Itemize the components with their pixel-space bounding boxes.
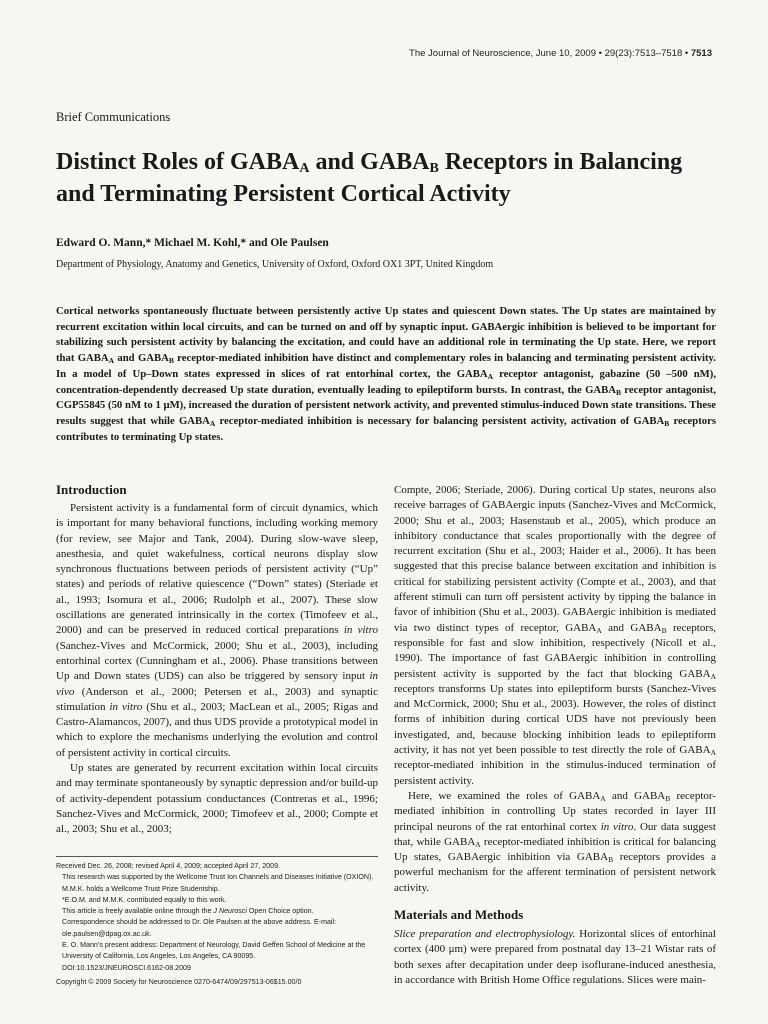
abstract-subscript: B — [168, 356, 174, 366]
footnote-support: This research was supported by the Wellcome Trust Ion Channels and Diseases Initiative (OXION). M.M.K. holds a Wellcome Trust Prize Studentship. — [62, 873, 374, 893]
abstract-text: receptor-mediated inhibition is necessary for balancing persistent activity, activation of GABA — [215, 414, 665, 427]
body-text: (Shu et al., 2003; MacLean et al., 2005; Rigas and Castro-Alamancos, 2007), and thus UDS provide a prototypical model in which to explore the mechanisms underlying the evolution and control of persistent activity in cortical circuits. — [56, 700, 378, 759]
abstract-text: receptor antagonist, gabazine (50 –500 nM), concentration-dependently decreased Up state duration, eventually leading to epileptiform bursts. In contrast, the GABA — [56, 367, 716, 396]
article-title — [56, 146, 716, 210]
body-text: and GABA — [601, 621, 662, 634]
introduction-heading: Introduction — [56, 482, 127, 497]
author-list: Edward O. Mann,* Michael M. Kohl,* and Ole Paulsen — [56, 237, 329, 249]
italic-text: in vitro — [343, 624, 378, 637]
title-text: Receptors in Balancing — [438, 149, 683, 175]
subscript: B — [661, 625, 667, 635]
title-subscript: B — [429, 161, 439, 176]
abstract-subscript: A — [108, 356, 115, 366]
methods-heading: Materials and Methods — [394, 907, 524, 923]
run-in-heading: Slice preparation and electrophysiology. — [394, 928, 576, 941]
italic-text: in vitro — [600, 820, 634, 833]
abstract-subscript: A — [487, 371, 494, 381]
body-text: Horizontal slices of entorhinal cortex (400 μm) were prepared from postnatal day 13–21 Wistar rats of both sexes after decapitation under deep isoflurane-induced anesthesia, in accordance with British Home Office regulations. Slices were main- — [394, 928, 716, 986]
section-label: Brief Communications — [56, 110, 171, 124]
footnote-equal-contribution: *E.O.M. and M.M.K. contributed equally to this work. — [62, 895, 227, 904]
title-subscript: A — [299, 161, 310, 176]
body-text: receptor-mediated inhibition is critical for balancing Up states, GABAergic inhibition via GABA — [394, 835, 716, 864]
methods-paragraph-1 — [394, 927, 716, 988]
left-column — [56, 482, 378, 838]
subscript: B — [665, 793, 671, 803]
footnote-italic: J Neurosci — [213, 907, 247, 916]
footnote-present-address: E. O. Mann’s present address: Department of Neurology, David Geffen School of Medicine at the University of California, Los Angeles, Los Angeles, CA 90095. — [62, 941, 366, 961]
intro-paragraph-1 — [56, 501, 378, 761]
body-text: receptors transforms Up states into epileptiform bursts (Sanchez-Vives and McCormick, 2000; Shu et al., 2003). However, the roles of distinct forms of inhibition during cortical UDS have not previously been investigated, and, because blocking inhibition leads to epileptiform activity, it has not yet been possible to test directly the role of GABA — [394, 682, 716, 757]
body-text: receptors, responsible for fast and slow inhibition, respectively (Nicoll et al., 1990). The importance of fast GABAergic inhibition in controlling persistent activity is supported by the fact that blocking GABA — [394, 621, 717, 680]
body-text: Here, we examined the roles of GABA — [408, 789, 601, 802]
subscript: A — [596, 625, 602, 635]
footnote-text: This article is freely available online through the — [62, 907, 214, 916]
body-text: (Anderson et al., 2000; Petersen et al., 2003) and synaptic stimulation — [56, 685, 378, 713]
italic-text: in vitro — [109, 700, 143, 713]
abstract-text: Cortical networks spontaneously fluctuate between persistently active Up states and quiescent Down states. The Up states are maintained by recurrent excitation within local circuits, and can be turned on and off by synaptic input. GABAergic inhibition is believed to be important for stabilizing such persistent activity by balancing the excitation, and could have an additional role in terminating the Up state. Here, we report that GABA — [56, 305, 716, 365]
subscript: B — [608, 855, 614, 865]
citation: 29(23):7513–7518 — [604, 48, 683, 59]
body-text: Compte, 2006; Steriade, 2006). During cortical Up states, neurons also receive barrages of GABAergic inputs (Sanchez-Vives and McCormick, 2000; Shu et al., 2003; Hasenstaub et al., 2005), which produce an inhibitory conductance that scales proportionally with the degree of recurrent excitation (Shu et al., 2003; Haider et al., 2006). It has been suggested that this precise balance between excitation and inhibition is critical for stabilizing persistent activity (Compte et al., 2003), and that afferent stimuli can turn off persistent activity by tipping the balance in favor of inhibition (Shu et al., 2003). GABAergic inhibition is mediated via two distinct types of receptor, GABA — [394, 484, 716, 634]
running-head — [409, 48, 712, 59]
footnote-copyright: Copyright © 2009 Society for Neuroscience 0270-6474/09/297513-06$15.00/0 — [56, 977, 302, 986]
abstract-subscript: B — [615, 387, 621, 397]
body-text: . Our data suggest that, while GABA — [394, 820, 716, 848]
intro-paragraph-4 — [394, 789, 716, 896]
title-text: and GABA — [309, 149, 430, 175]
abstract-subscript: B — [664, 418, 670, 428]
footnote-doi: DOI:10.1523/JNEUROSCI.6162-08.2009 — [62, 963, 191, 972]
abstract-text: and GABA — [114, 352, 169, 365]
footnote-text: Open Choice option. — [246, 907, 314, 916]
footnote-correspondence: Correspondence should be addressed to Dr. Ole Paulsen at the above address. E-mail: ole.paulsen@dpag.ox.ac.uk. — [62, 918, 337, 938]
body-text: receptor-mediated inhibition in the stimulus-induced termination of persistent activity. — [394, 759, 716, 787]
subscript: A — [710, 748, 716, 758]
abstract-text: receptors contributes to terminating Up states. — [56, 414, 716, 443]
abstract-text: receptor-mediated inhibition have distinct and complementary roles in balancing and terminating persistent activity. In a model of Up–Down states expressed in slices of rat entorhinal cortex, the GABA — [56, 352, 716, 380]
subscript: A — [710, 671, 716, 681]
body-text: Persistent activity is a fundamental form of circuit dynamics, which is important for many behavioral functions, including working memory (for review, see Major and Tank, 2004). During slow-wave sleep, anesthesia, and quiet wakefulness, cortical neurons display slow synchronous fluctuations between periods of persistent activity (“Up” states) and periods of relative quiescence (“Down” states) (Steriade et al., 1993; Isomura et al., 2006; Rudolph et al., 2007). These slow oscillations are generated intrinsically in the cortex (Timofeev et al., 2000) and can be preserved in reduced cortical preparations — [56, 502, 378, 637]
citation-sep: • — [684, 48, 691, 59]
italic-text: in vivo — [56, 670, 378, 698]
intro-paragraph-2: Up states are generated by recurrent excitation within local circuits and may terminate spontaneously by synaptic depression and/or build-up of activity-dependent potassium conductances (Contreras et al., 1996; Sanchez-Vives and McCormick, 2000; Timofeev et al., 2000; Compte et al., 2003; Shu et al., 2003; — [56, 762, 378, 836]
body-text: (Sanchez-Vives and McCormick, 2000; Shu et al., 2003), including entorhinal cortex (Cunningham et al., 2006). Phase transitions between Up and Down states (UDS) can also be triggered by sensory input — [56, 639, 378, 683]
page-number: 7513 — [690, 48, 712, 59]
intro-paragraph-3 — [394, 483, 716, 789]
body-text: receptors provides a powerful mechanism for the afferent termination of persistent network activity. — [394, 851, 716, 894]
footnote-received: Received Dec. 26, 2008; revised April 4, 2009; accepted April 27, 2009. — [56, 862, 280, 870]
right-column — [394, 483, 716, 988]
title-text: and Terminating Persistent Cortical Activity — [56, 181, 511, 207]
body-text: receptor-mediated inhibition in controlling Up states recorded in layer III principal neurons of the rat entorhinal cortex — [394, 789, 716, 833]
affiliation: Department of Physiology, Anatomy and Genetics, University of Oxford, Oxford OX1 3PT, United Kingdom — [56, 259, 494, 270]
footnotes — [56, 856, 378, 988]
abstract — [56, 304, 716, 445]
footnote-open-access — [56, 906, 378, 917]
subscript: A — [600, 793, 606, 803]
subscript: A — [475, 839, 481, 849]
body-text: and GABA — [605, 789, 666, 802]
citation-sep: • — [598, 48, 605, 59]
abstract-text: receptor antagonist, CGP55845 (50 nM to 1 μM), increased the duration of persistent network activity, and prevented stimulus-induced Down state transitions. These results suggest that while GABA — [56, 383, 716, 427]
title-text: Distinct Roles of GABA — [56, 149, 300, 175]
abstract-subscript: A — [209, 418, 216, 428]
journal-name: The Journal of Neuroscience, June 10, 2009 — [409, 48, 596, 59]
